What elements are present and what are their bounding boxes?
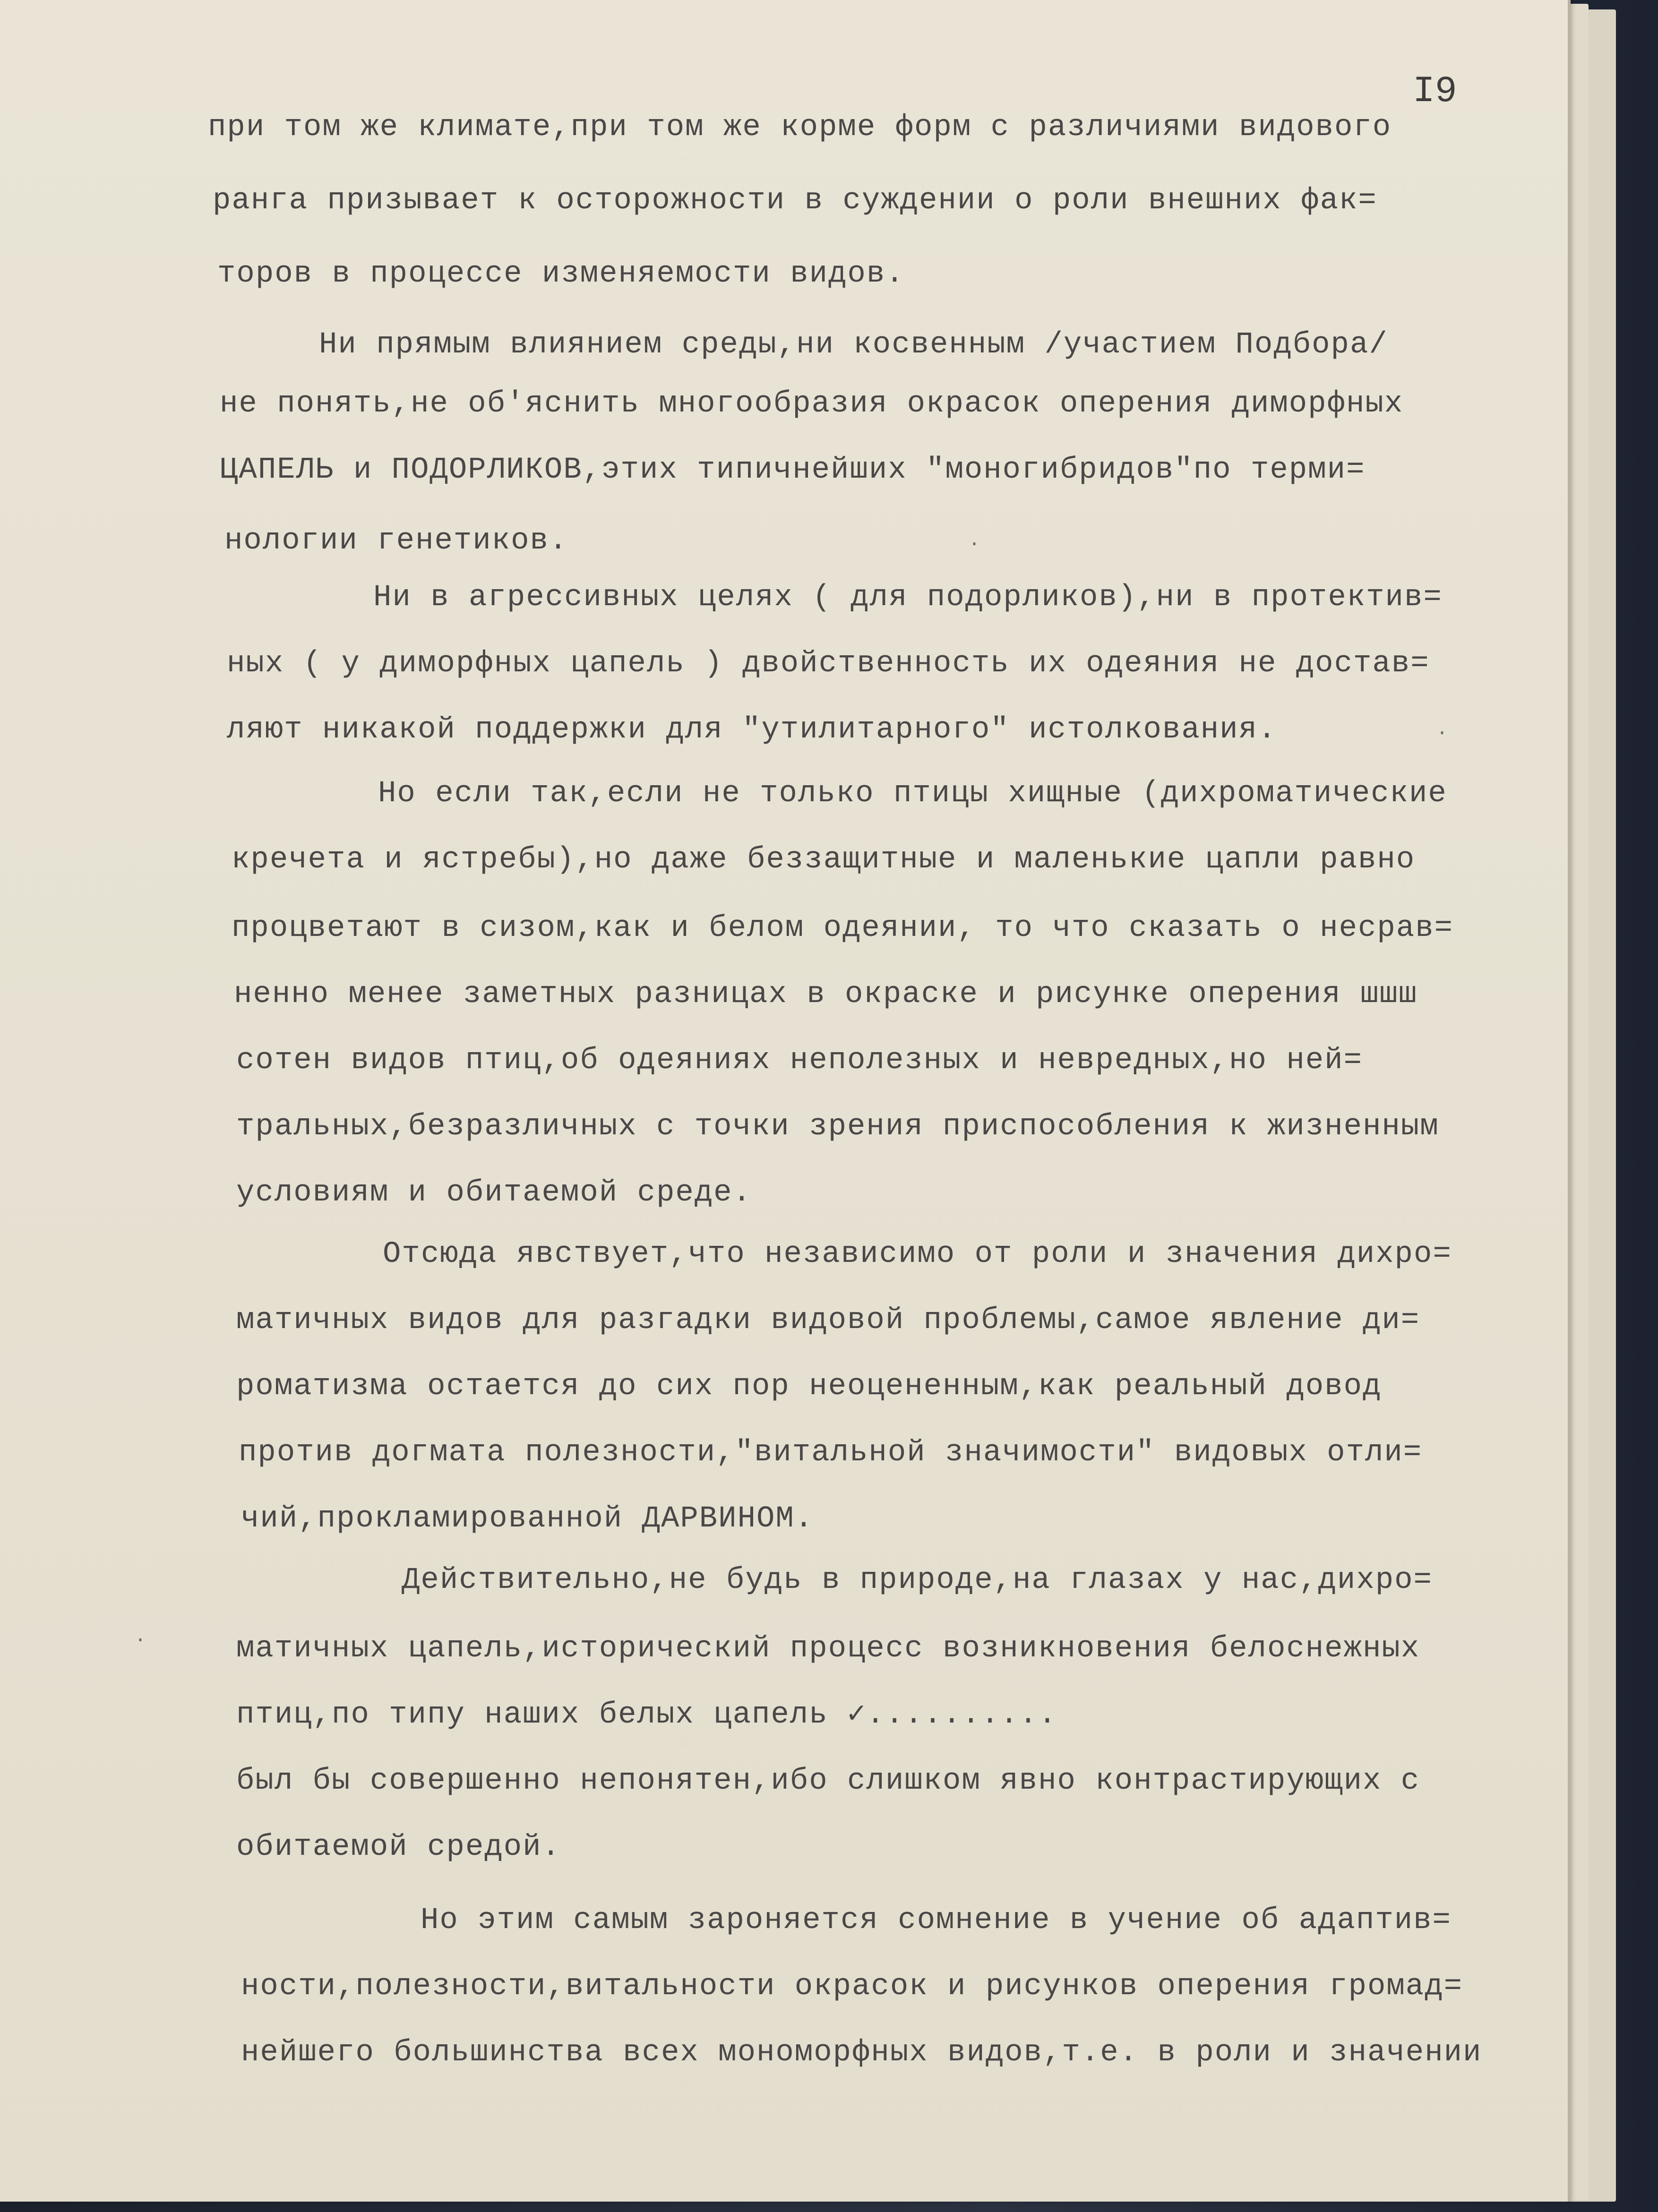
text-line: условиям и обитаемой среде. (236, 1176, 752, 1210)
text-line: Но этим самым зароняется сомнение в учение об адаптив= (421, 1903, 1452, 1938)
text-line: матичных цапель,исторический процесс возникновения белоснежных (236, 1632, 1420, 1666)
text-line: матичных видов для разгадки видовой проблемы,самое явление ди= (236, 1303, 1420, 1337)
text-line: при том же климате,при том же корме форм с различиями видового (208, 111, 1392, 145)
page-edge (1568, 0, 1571, 2202)
page-number: I9 (1413, 71, 1457, 112)
ink-speck: · (969, 534, 980, 555)
text-line: нейшего большинства всех мономорфных видов,т.е. в роли и значении (241, 2036, 1482, 2070)
text-line: ранга призывает к осторожности в суждении о роли внешних фак= (213, 184, 1377, 218)
text-line: торов в процессе изменяемости видов. (217, 257, 905, 291)
text-line: ЦАПЕЛЬ и ПОДОРЛИКОВ,этих типичнейших "моногибридов"по терми= (220, 453, 1366, 487)
text-line: процветают в сизом,как и белом одеянии, то что сказать о несрав= (232, 911, 1453, 945)
text-line: нологии генетиков. (224, 524, 568, 558)
text-line: сотен видов птиц,об одеяниях неполезных и невредных,но ней= (236, 1044, 1363, 1078)
text-line: роматизма остается до сих пор неоцененным,как реальный довод (236, 1370, 1382, 1404)
text-line: ных ( у диморфных цапель ) двойственность их одеяния не достав= (227, 647, 1430, 681)
text-line: Действительно,не будь в природе,на глазах у нас,дихро= (402, 1563, 1433, 1597)
text-line: ляют никакой поддержки для "утилитарного" истолкования. (227, 713, 1277, 747)
text-line: Ни прямым влиянием среды,ни косвенным /участием Подбора/ (319, 328, 1388, 362)
text-line: птиц,по типу наших белых цапель ✓.......... (236, 1698, 1057, 1732)
text-line: против догмата полезности,"витальной значимости" видовых отли= (239, 1436, 1423, 1470)
ink-speck: · (135, 1630, 146, 1651)
text-line: чий,прокламированной ДАРВИНОМ. (241, 1502, 814, 1536)
text-line: Отсюда явствует,что независимо от роли и значения дихро= (383, 1237, 1452, 1271)
text-line: ненно менее заметных разницах в окраске и рисунке оперения шшш (234, 977, 1418, 1012)
text-line: ности,полезности,витальности окрасок и рисунков оперения громад= (241, 1970, 1463, 2004)
text-line: тральных,безразличных с точки зрения приспособления к жизненным (236, 1110, 1439, 1144)
text-line: Ни в агрессивных целях ( для подорликов),ни в протектив= (373, 581, 1443, 615)
text-line: не понять,не об'яснить многообразия окрасок оперения диморфных (220, 387, 1404, 421)
text-line: Но если так,если не только птицы хищные (дихроматические (378, 777, 1447, 811)
text-line: был бы совершенно непонятен,ибо слишком явно контрастирующих с (236, 1764, 1420, 1798)
ink-speck: · (1436, 723, 1448, 744)
text-line: кречета и ястребы),но даже беззащитные и маленькие цапли равно (232, 843, 1416, 877)
text-line: обитаемой средой. (236, 1830, 561, 1864)
